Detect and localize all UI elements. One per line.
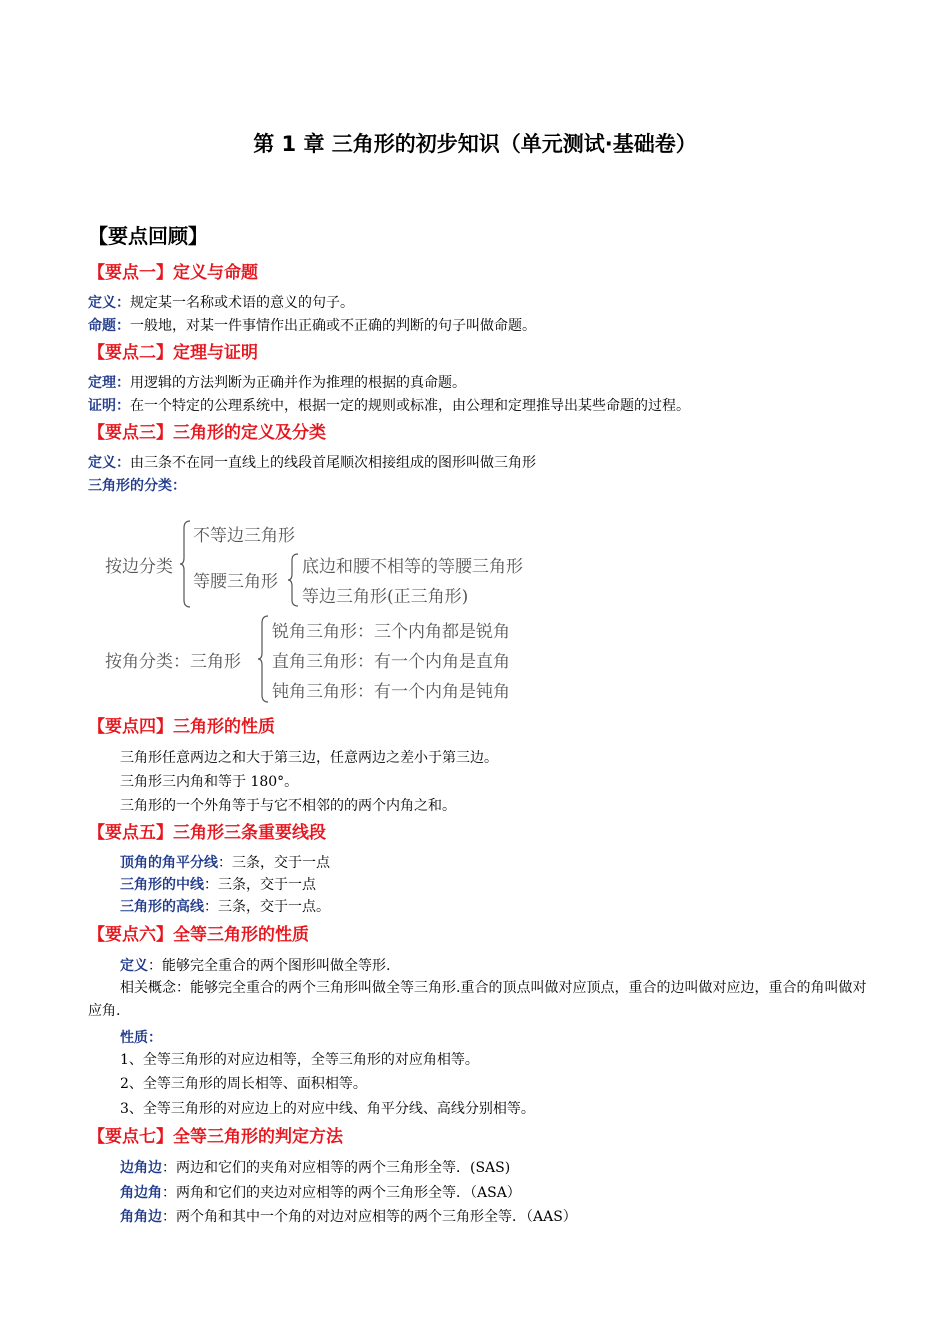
scalene-label: 不等边三角形 [193, 526, 295, 546]
right-label: 直角三角形：有一个内角是直角 [272, 652, 510, 672]
iso-not-eq-label: 底边和腰不相等的等腰三角形 [302, 557, 523, 577]
congruent-property-3: 3、全等三角形的对应边上的对应中线、角平分线、高线分别相等。 [120, 1101, 535, 1117]
section-6-heading: 【要点六】全等三角形的性质 [88, 925, 309, 945]
definition-text: 规定某一名称或术语的意义的句子。 [130, 295, 354, 311]
properties-label: 性质： [120, 1030, 162, 1046]
aas-line [120, 1206, 577, 1226]
sas-text: ：两边和它们的夹角对应相等的两个三角形全等．(SAS) [162, 1160, 511, 1176]
proof-line [88, 395, 690, 415]
congruent-property-2: 2、全等三角形的周长相等、面积相等。 [120, 1076, 367, 1092]
isosceles-label: 等腰三角形 [193, 572, 278, 592]
congruent-definition-label: 定义 [120, 958, 148, 974]
congruent-property-1: 1、全等三角形的对应边相等，全等三角形的对应角相等。 [120, 1052, 479, 1068]
altitude-line [120, 896, 330, 916]
page-title: 第 1 章 三角形的初步知识（单元测试·基础卷） [253, 132, 697, 156]
sas-line [120, 1157, 510, 1177]
proof-text: 在一个特定的公理系统中，根据一定的规则或标准，由公理和定理推导出某些命题的过程。 [130, 398, 690, 414]
altitude-label: 三角形的高线 [120, 899, 204, 915]
classification-label: 三角形的分类： [88, 478, 186, 494]
proof-label: 证明： [88, 398, 130, 414]
acute-label: 锐角三角形：三个内角都是锐角 [272, 622, 510, 642]
sas-label: 边角边 [120, 1160, 162, 1176]
definition-line [88, 292, 354, 312]
median-line [120, 874, 316, 894]
section-2-heading: 【要点二】定理与证明 [88, 343, 258, 363]
review-heading: 【要点回顾】 [88, 224, 208, 248]
median-text: ：三条，交于一点 [204, 877, 316, 893]
property-line-1: 三角形任意两边之和大于第三边，任意两边之差小于第三边。 [120, 750, 498, 766]
related-concepts-paragraph: 相关概念：能够完全重合的两个三角形叫做全等三角形.重合的顶点叫做对应顶点，重合的边叫做对应边，重合的角叫做对应角. [88, 980, 867, 1019]
proposition-label: 命题： [88, 318, 130, 334]
theorem-label: 定理： [88, 375, 130, 391]
section-4-heading: 【要点四】三角形的性质 [88, 717, 275, 737]
side-brace-icon [180, 520, 192, 608]
by-angle-label: 按角分类：三角形 [105, 652, 241, 672]
section-3-heading: 【要点三】三角形的定义及分类 [88, 423, 326, 443]
isosceles-brace-icon [288, 553, 300, 607]
section-7-heading: 【要点七】全等三角形的判定方法 [88, 1127, 343, 1147]
asa-line [120, 1182, 521, 1202]
section-5-heading: 【要点五】三角形三条重要线段 [88, 823, 326, 843]
asa-label: 角边角 [120, 1185, 162, 1201]
properties-label-line [120, 1027, 162, 1047]
bisector-line [120, 852, 330, 872]
definition-label: 定义： [88, 295, 130, 311]
property-line-2: 三角形三内角和等于 180°。 [120, 774, 299, 790]
aas-text: ：两个角和其中一个角的对边对应相等的两个三角形全等．（AAS） [162, 1209, 577, 1225]
triangle-definition-text: 由三条不在同一直线上的线段首尾顺次相接组成的图形叫做三角形 [130, 455, 536, 471]
property-line-3: 三角形的一个外角等于与它不相邻的的两个内角之和。 [120, 798, 456, 814]
section-1-heading: 【要点一】定义与命题 [88, 263, 258, 283]
asa-text: ：两角和它们的夹边对应相等的两个三角形全等．（ASA） [162, 1185, 521, 1201]
aas-label: 角角边 [120, 1209, 162, 1225]
theorem-text: 用逻辑的方法判断为正确并作为推理的根据的真命题。 [130, 375, 466, 391]
classification-line [88, 475, 186, 495]
obtuse-label: 钝角三角形：有一个内角是钝角 [272, 682, 510, 702]
congruent-definition-line [120, 955, 390, 975]
altitude-text: ：三条，交于一点。 [204, 899, 330, 915]
angle-brace-icon [258, 615, 270, 703]
triangle-definition-label: 定义： [88, 455, 130, 471]
proposition-line [88, 315, 536, 335]
bisector-label: 顶角的角平分线 [120, 855, 218, 871]
bisector-text: ：三条，交于一点 [218, 855, 330, 871]
proposition-text: 一般地，对某一件事情作出正确或不正确的判断的句子叫做命题。 [130, 318, 536, 334]
equilateral-label: 等边三角形(正三角形) [302, 587, 469, 607]
congruent-definition-text: ：能够完全重合的两个图形叫做全等形. [148, 958, 391, 974]
median-label: 三角形的中线 [120, 877, 204, 893]
by-side-label: 按边分类 [105, 557, 173, 577]
theorem-line [88, 372, 466, 392]
triangle-definition-line [88, 452, 536, 472]
